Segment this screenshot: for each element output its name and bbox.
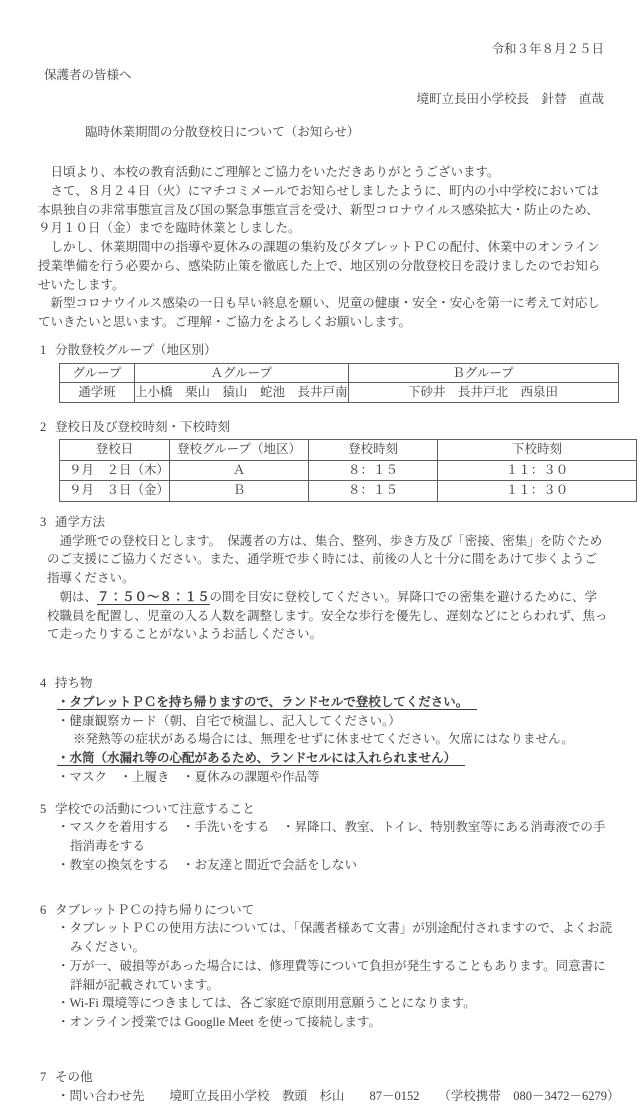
group-table-cell-label: 通学班 bbox=[60, 383, 135, 403]
addressee: 保護者の皆様へ bbox=[44, 66, 644, 85]
fever-note: ※発熱等の症状がある場合には、無理をせずに休ませてください。欠席にはなりません。 bbox=[73, 730, 614, 749]
section-4-heading bbox=[40, 674, 644, 693]
intro-paragraph-4: 新型コロナウイルス感染の一日も早い終息を願い、児童の健康・安全・安心を第一に考えて対応していきたいと思います。ご理解・ご協力をよろしくお願いします。 bbox=[38, 294, 608, 332]
schedule-row-2-arrival: ８：１５ bbox=[309, 481, 438, 502]
section-1-title: 分散登校グループ（地区別） bbox=[55, 343, 217, 357]
group-table-cell-a-districts: 上小橋 栗山 猿山 蛇池 長井戸南 bbox=[135, 383, 349, 403]
section-7-heading bbox=[40, 1068, 644, 1087]
belongings-item-health-card: ・健康観察カード（朝、自宅で検温し、記入してください。） bbox=[57, 712, 614, 731]
section-1-heading bbox=[40, 341, 644, 360]
section-5-number: 5 bbox=[40, 800, 55, 819]
group-table-data-row bbox=[60, 383, 619, 403]
section-other bbox=[0, 1068, 644, 1105]
group-table-header-row bbox=[60, 363, 619, 383]
section-6-number: 6 bbox=[40, 901, 55, 920]
section-2-number: 2 bbox=[40, 418, 55, 437]
schedule-row-2-group: Ｂ bbox=[170, 481, 309, 502]
section-3-number: 3 bbox=[40, 513, 55, 532]
other-list bbox=[57, 1087, 614, 1105]
intro-paragraph-2: さて、８月２４日（火）にマチコミメールでお知らせしましたように、町内の小中学校においては本県独自の非常事態宣言及び国の緊急事態宣言を受け、新型コロナウイルス感染拡大・防止のため、９月１０日（金）までを臨時休業としました。 bbox=[38, 182, 608, 238]
group-table bbox=[59, 363, 619, 403]
group-table-header-b: Ｂグループ bbox=[348, 363, 618, 383]
schedule-row-2 bbox=[60, 481, 637, 502]
document-date: 令和３年８月２５日 bbox=[0, 0, 604, 59]
schedule-header-dismissal: 下校時刻 bbox=[438, 440, 637, 461]
precautions-line-2: ・教室の換気をする ・お友達と間近で会話をしない bbox=[57, 856, 614, 875]
commute-paragraph-2 bbox=[47, 588, 608, 644]
schedule-row-1-dismissal: １１：３０ bbox=[438, 460, 637, 481]
arrival-window-emphasis: ７：５０～８：１５ bbox=[97, 590, 210, 605]
group-table-header-group: グループ bbox=[60, 363, 135, 383]
section-6-title: タブレットＰＣの持ち帰りについて bbox=[55, 903, 254, 917]
section-school-precautions bbox=[0, 800, 644, 875]
section-5-title: 学校での活動について注意すること bbox=[55, 802, 255, 816]
tablet-notes-list bbox=[57, 919, 614, 1032]
precautions-line-1: ・マスクを着用する ・手洗いをする ・昇降口、教室、トイレ、特別教室等にある消毒液での手指消毒をする bbox=[57, 818, 614, 856]
section-1-number: 1 bbox=[40, 341, 55, 360]
section-7-number: 7 bbox=[40, 1068, 55, 1087]
tablet-note-meet: ・オンライン授業では Googlle Meet を使って接続します。 bbox=[57, 1013, 614, 1032]
belongings-item-water-bottle-text: ・水筒（水漏れ等の心配があるため、ランドセルには入れられません） bbox=[57, 751, 465, 766]
belongings-item-tablet-text: ・タブレットＰＣを持ち帰りますので、ランドセルで登校してください。 bbox=[57, 695, 477, 710]
section-3-body bbox=[47, 532, 608, 645]
tablet-note-wifi: ・Wi-Fi 環境等につきましては、各ご家庭で原則用意願うことになります。 bbox=[57, 994, 614, 1013]
schedule-header-group: 登校グループ（地区） bbox=[170, 440, 309, 461]
sender-signature: 境町立長田小学校長 針替 直哉 bbox=[0, 90, 604, 109]
schedule-header-arrival: 登校時刻 bbox=[309, 440, 438, 461]
section-dispersed-groups bbox=[0, 341, 644, 403]
document-title: 臨時休業期間の分散登校日について（お知らせ） bbox=[85, 123, 644, 142]
section-3-title: 通学方法 bbox=[55, 515, 105, 529]
schedule-table bbox=[59, 439, 637, 502]
belongings-item-water-bottle bbox=[57, 749, 614, 768]
tablet-note-usage: ・タブレットＰＣの使用方法については、「保護者様あて文書」が別途配付されますので、よくお読みください。 bbox=[57, 919, 614, 957]
precautions-list bbox=[57, 818, 614, 874]
belongings-item-tablet bbox=[57, 693, 614, 712]
section-tablet-takehome bbox=[0, 901, 644, 1032]
belongings-list bbox=[57, 693, 614, 787]
section-commute-method bbox=[0, 513, 644, 644]
section-6-heading bbox=[40, 901, 644, 920]
schedule-row-1 bbox=[60, 460, 637, 481]
schedule-row-1-date: ９月 ２日（木） bbox=[60, 460, 170, 481]
commute-time-suffix: の間を目安に登校してください。昇降口での密集を避けるために、学校職員を配置し、児童の入る人数を調整します。安全な歩行を優先し、遅刻などにとらわれず、焦って走ったりすることがないようお話しください。 bbox=[47, 590, 608, 642]
group-table-cell-b-districts: 下砂井 長井戸北 西泉田 bbox=[348, 383, 618, 403]
section-2-heading bbox=[40, 418, 644, 437]
section-belongings bbox=[0, 674, 644, 787]
group-table-header-a: Ａグループ bbox=[135, 363, 349, 383]
intro-paragraph-3: しかし、休業期間中の指導や夏休みの課題の集約及びタブレットＰＣの配付、休業中のオンライン授業準備を行う必要から、感染防止策を徹底した上で、地区別の分散登校日を設けましたのでお知らせいたします。 bbox=[38, 238, 608, 294]
schedule-row-1-arrival: ８：１５ bbox=[309, 460, 438, 481]
schedule-row-2-date: ９月 ３日（金） bbox=[60, 481, 170, 502]
belongings-item-misc: ・マスク ・上履き ・夏休みの課題や作品等 bbox=[57, 768, 614, 787]
schedule-table-header-row bbox=[60, 440, 637, 461]
schedule-row-1-group: Ａ bbox=[170, 460, 309, 481]
section-4-title: 持ち物 bbox=[55, 676, 93, 690]
commute-time-prefix: 朝は、 bbox=[60, 590, 98, 604]
section-schedule bbox=[0, 418, 644, 502]
schedule-row-2-dismissal: １１：３０ bbox=[438, 481, 637, 502]
schedule-header-date: 登校日 bbox=[60, 440, 170, 461]
section-5-heading bbox=[40, 800, 644, 819]
intro-block bbox=[38, 163, 608, 332]
intro-paragraph-1: 日頃より、本校の教育活動にご理解とご協力をいただきありがとうございます。 bbox=[38, 163, 608, 182]
commute-paragraph-1: 通学班での登校日とします。 保護者の方は、集合、整列、歩き方及び「密接、密集」を防ぐためのご支援にご協力ください。また、通学班で歩く時には、前後の人と十分に間をあけて歩くようご指導ください。 bbox=[47, 532, 608, 588]
section-4-number: 4 bbox=[40, 674, 55, 693]
tablet-note-damage: ・万が一、破損等があった場合には、修理費等について負担が発生することもあります。同意書に詳細が記載されています。 bbox=[57, 957, 614, 995]
section-7-title: その他 bbox=[55, 1070, 93, 1084]
section-3-heading bbox=[40, 513, 644, 532]
section-2-title: 登校日及び登校時刻・下校時刻 bbox=[55, 420, 230, 434]
contact-line: ・問い合わせ先 境町立長田小学校 教頭 杉山 87－0152 （学校携帯 080－3472－6279） bbox=[57, 1087, 614, 1105]
